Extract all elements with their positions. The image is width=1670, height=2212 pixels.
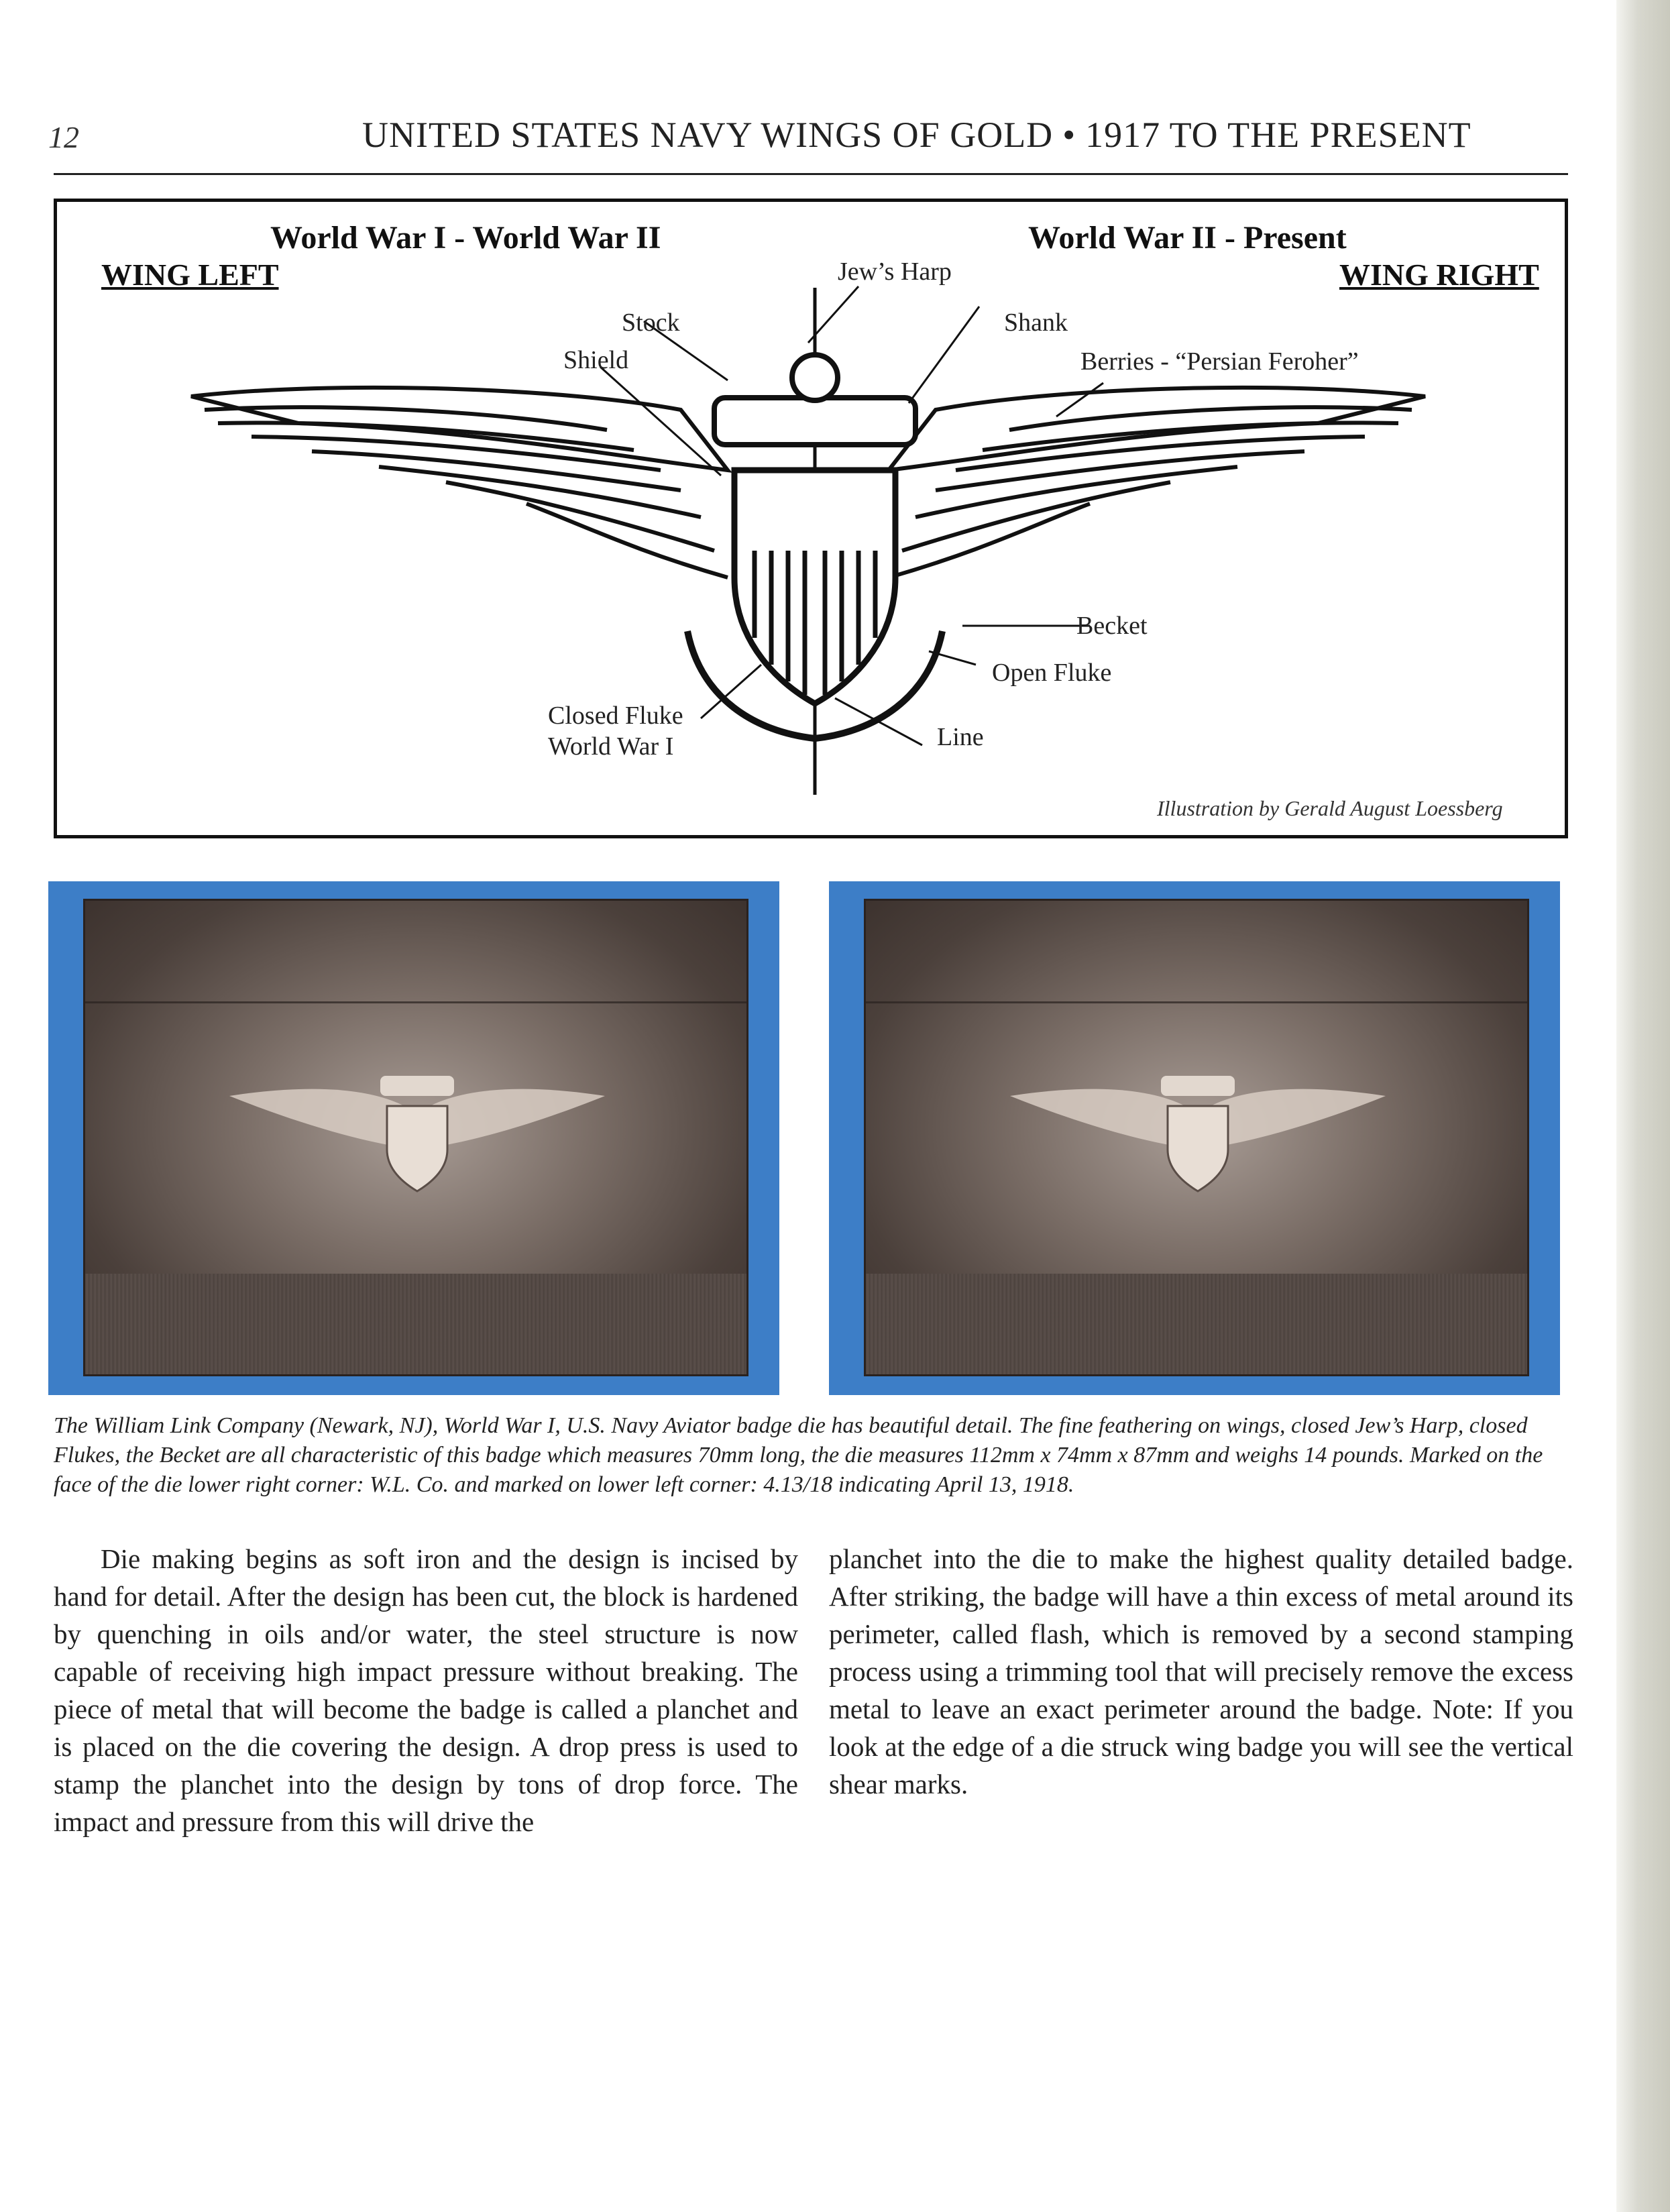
body-paragraph: planchet into the die to make the highest quality detailed badge. After striking, the badge will have a thin excess of metal around its perimeter, called flash, which is removed by a second stamping process using a trimming tool that will precisely remove the excess metal to leave an exact perimeter around the badge. Note: If you look at the edge of a die struck wing badge you will see the vertical shear marks.	[829, 1543, 1573, 1800]
wing-diagram	[54, 199, 1568, 838]
anchor-stock	[714, 398, 915, 445]
die-wing-relief	[216, 1049, 618, 1210]
shank-label: Shank	[1004, 309, 1068, 337]
becket-label: Becket	[1076, 612, 1148, 640]
page-number: 12	[48, 120, 79, 154]
die-edge	[866, 1001, 1527, 1003]
running-head-title: UNITED STATES NAVY WINGS OF GOLD	[362, 115, 1054, 155]
die-base	[866, 1274, 1527, 1374]
anchor-ring	[792, 355, 838, 400]
body-column-left	[54, 1540, 798, 1840]
jews-harp-label: Jew’s Harp	[838, 258, 952, 286]
die-wing-relief	[997, 1049, 1399, 1210]
die-photo-right	[829, 881, 1560, 1395]
shield-shape	[734, 470, 895, 704]
world-war-i-label: World War I	[548, 732, 674, 761]
open-fluke-label: Open Fluke	[992, 659, 1112, 687]
running-head-bullet: •	[1062, 115, 1076, 155]
closed-fluke-label: Closed Fluke	[548, 702, 683, 730]
book-spine-shadow	[1616, 0, 1670, 2212]
die-photo-left	[48, 881, 779, 1395]
shield-label: Shield	[563, 346, 629, 374]
right-wing	[889, 388, 1425, 577]
illustration-credit: Illustration by Gerald August Loessberg	[1157, 796, 1503, 820]
left-wing	[191, 388, 728, 577]
running-head-subtitle: 1917 TO THE PRESENT	[1085, 115, 1471, 155]
body-column-right	[829, 1540, 1573, 1803]
left-era-heading: World War I - World War II	[270, 220, 661, 256]
die-edge	[85, 1001, 746, 1003]
wing-illustration	[57, 202, 1565, 835]
photo-caption: The William Link Company (Newark, NJ), World War I, U.S. Navy Aviator badge die has beautiful detail. The fine feathering on wings, closed Jew’s Harp, closed Flukes, the Becket are all characteristic of this badge which measures 70mm long, the die measures 112mm x 74mm x 87mm and weighs 14 pounds. Marked on the face of the die lower right corner: W.L. Co. and marked on lower left corner: 4.13/18 indicating April 13, 1918.	[54, 1413, 1543, 1497]
line-label: Line	[937, 723, 984, 751]
die-base	[85, 1274, 746, 1374]
running-head	[362, 114, 1471, 156]
body-paragraph: Die making begins as soft iron and the design is incised by hand for detail. After the design has been cut, the block is hardened by quenching in oils and/or water, the steel structure is now capable of receiving high impact pressure without breaking. The piece of metal that will become the badge is called a planchet and is placed on the die covering the design. A drop press is used to stamp the planchet into the design by tons of drop force. The impact and pressure from this will drive the	[54, 1543, 798, 1837]
berries-label: Berries - “Persian Feroher”	[1080, 347, 1359, 376]
header-rule	[54, 173, 1568, 175]
right-era-heading: World War II - Present	[1028, 220, 1347, 256]
stock-label: Stock	[622, 309, 680, 337]
wing-right-label: WING RIGHT	[1339, 258, 1539, 292]
wing-left-label: WING LEFT	[101, 258, 279, 292]
